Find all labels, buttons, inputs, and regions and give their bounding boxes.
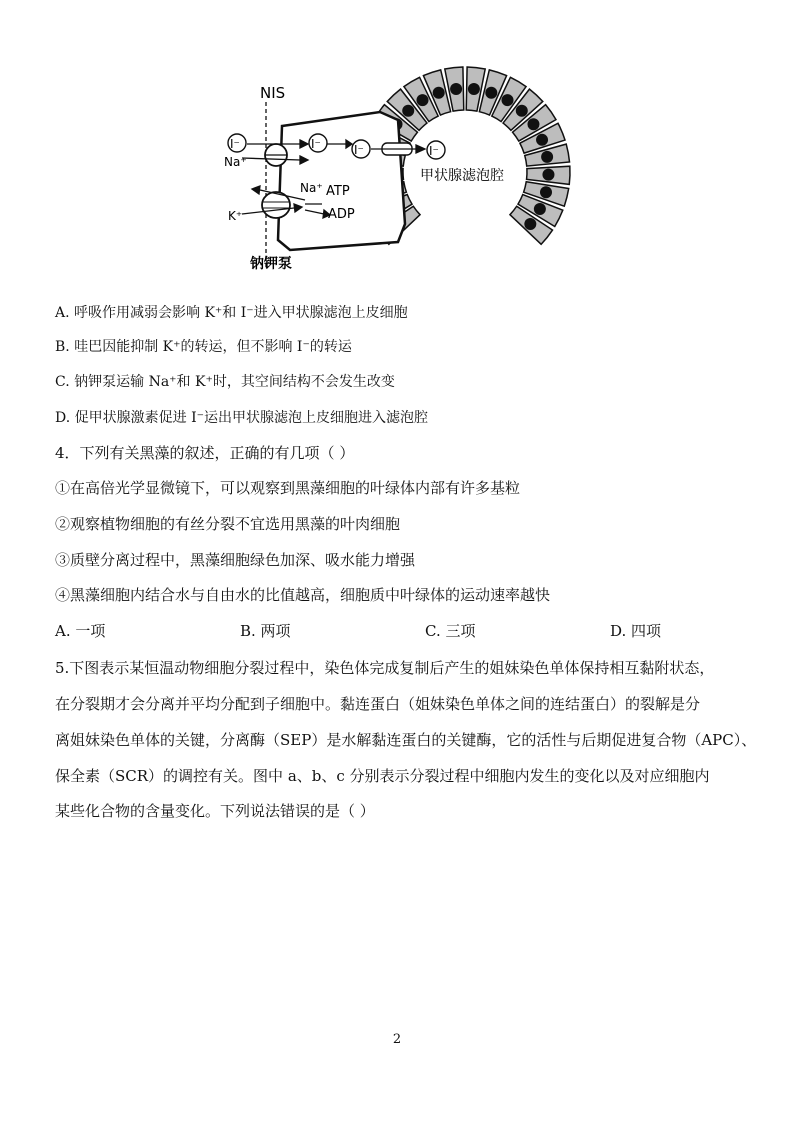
- pump-sodium-label: Na⁺: [300, 181, 323, 195]
- iodide-outside-label: I⁻: [230, 137, 240, 151]
- cell-nucleus: [402, 105, 414, 117]
- q4-item-3: ③质壁分离过程中，黑藻细胞绿色加深、吸水能力增强: [55, 551, 416, 569]
- cell-nucleus: [541, 151, 553, 163]
- cell-nucleus: [416, 94, 428, 106]
- cell-nucleus: [502, 94, 514, 106]
- cell-nucleus: [527, 118, 539, 130]
- cell-nucleus: [485, 87, 497, 99]
- pump-name-label: 钠钾泵: [250, 256, 292, 272]
- adp-label: ADP: [328, 207, 355, 222]
- q3-option-a: A. 呼吸作用减弱会影响 K⁺和 I⁻进入甲状腺滤泡上皮细胞: [55, 305, 408, 321]
- iodide-lumen-label: I⁻: [429, 144, 439, 158]
- page-number: 2: [392, 1032, 402, 1047]
- epithelial-cell: [278, 112, 405, 250]
- q5-line-5: 某些化合物的含量变化。下列说法错误的是（ ）: [55, 802, 375, 820]
- q4-item-4: ④黑藻细胞内结合水与自由水的比值越高，细胞质中叶绿体的运动速率越快: [55, 586, 551, 604]
- cell-nucleus: [540, 186, 552, 198]
- thyroid-follicle-figure: [220, 62, 580, 282]
- q4-item-1: ①在高倍光学显微镜下，可以观察到黑藻细胞的叶绿体内部有许多基粒: [55, 479, 521, 497]
- nis-label: NIS: [260, 84, 286, 102]
- q4-option-a: A. 一项: [55, 622, 106, 640]
- cell-nucleus: [450, 83, 462, 95]
- cell-nucleus: [536, 134, 548, 146]
- q5-line-3: 离姐妹染色单体的关键，分离酶（SEP）是水解黏连蛋白的关键酶，它的活性与后期促进复合物（APC）、: [55, 731, 757, 749]
- q5-line-2: 在分裂期才会分离并平均分配到子细胞中。黏连蛋白（姐妹染色单体之间的连结蛋白）的裂解是分: [55, 695, 701, 713]
- q5-line-4: 保全素（SCR）的调控有关。图中 a、b、c 分别表示分裂过程中细胞内发生的变化以及对应细胞内: [55, 767, 710, 785]
- iodide-apical-label: I⁻: [354, 143, 364, 157]
- lumen-label: 甲状腺滤泡腔: [420, 168, 504, 184]
- q3-option-c: C. 钠钾泵运输 Na⁺和 K⁺时，其空间结构不会发生改变: [55, 374, 395, 390]
- q4-item-2: ②观察植物细胞的有丝分裂不宜选用黑藻的叶肉细胞: [55, 515, 401, 533]
- follicle-diagram: [220, 62, 580, 282]
- iodide-cytoplasm-label: I⁻: [311, 137, 321, 151]
- potassium-label: K⁺: [228, 209, 243, 223]
- q3-option-b: B. 哇巴因能抑制 K⁺的转运，但不影响 I⁻的转运: [55, 339, 352, 355]
- q4-option-c: C. 三项: [425, 622, 476, 640]
- cell-nucleus: [534, 203, 546, 215]
- cell-nucleus: [433, 87, 445, 99]
- atp-label: ATP: [326, 184, 350, 199]
- cell-nucleus: [542, 169, 554, 181]
- cell-nucleus: [468, 83, 480, 95]
- q3-option-d: D. 促甲状腺激素促进 I⁻运出甲状腺滤泡上皮细胞进入滤泡腔: [55, 410, 428, 426]
- cell-nucleus: [516, 105, 528, 117]
- cell-nucleus: [524, 218, 536, 230]
- q4-option-d: D. 四项: [610, 622, 662, 640]
- q4-option-b: B. 两项: [240, 622, 291, 640]
- q5-line-1: 5.下图表示某恒温动物细胞分裂过程中，染色体完成复制后产生的姐妹染色单体保持相互黏附状态，: [55, 659, 715, 677]
- sodium-label: Na⁺: [224, 155, 247, 169]
- q4-stem: 4．下列有关黑藻的叙述，正确的有几项（ ）: [55, 444, 355, 462]
